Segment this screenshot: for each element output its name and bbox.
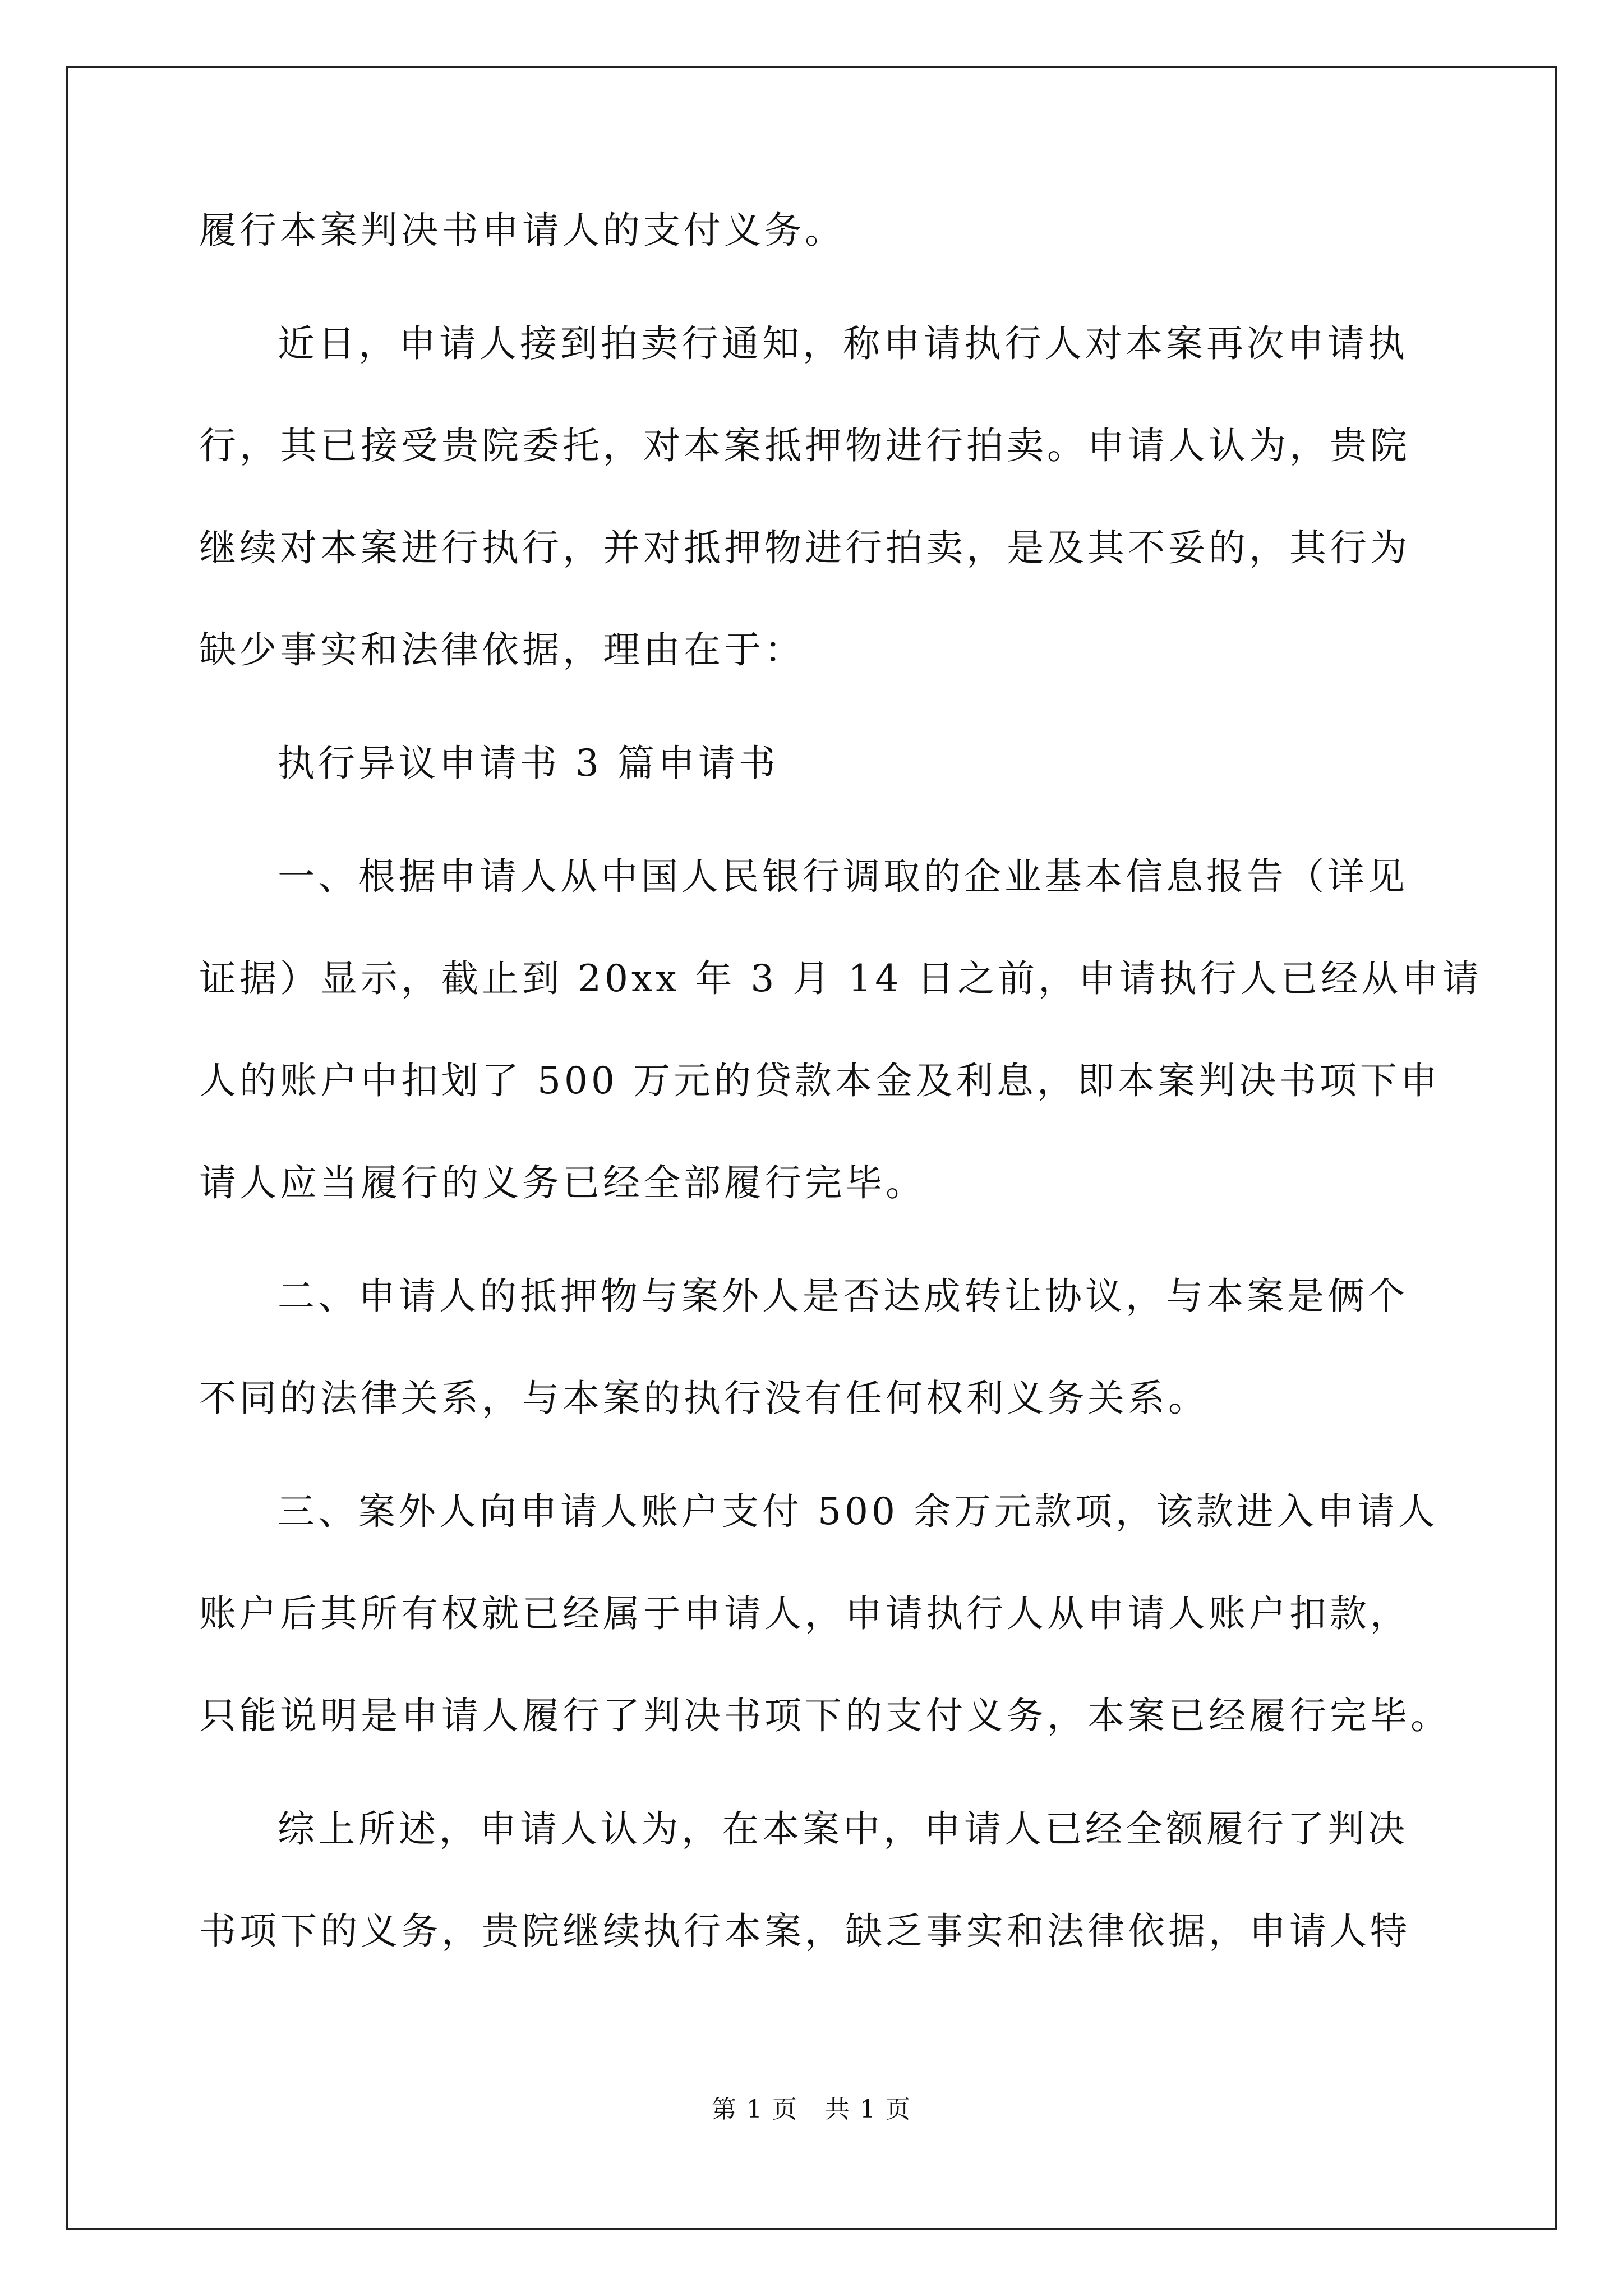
text-line: 一、根据申请人从中国人民银行调取的企业基本信息报告（详见 — [278, 855, 1408, 898]
paragraph — [199, 1803, 1433, 1957]
page-footer — [0, 2093, 1623, 2127]
paragraph — [199, 1486, 1451, 1742]
text-line: 履行本案判决书申请人的支付义务。 — [199, 209, 845, 252]
text-line: 人的账户中扣划了 500 万元的贷款本金及利息，即本案判决书项下申 — [199, 1059, 1441, 1102]
paragraph — [199, 851, 1483, 1209]
text-line: 行，其已接受贵院委托，对本案抵押物进行拍卖。申请人认为，贵院 — [199, 424, 1410, 467]
paragraph — [199, 738, 1433, 789]
text-line: 缺少事实和法律依据，理由在于： — [199, 628, 805, 671]
text-line: 执行异议申请书 3 篇申请书 — [278, 742, 779, 785]
text-line: 三、案外人向申请人账户支付 500 余万元款项，该款进入申请人 — [278, 1490, 1438, 1533]
paragraph — [199, 318, 1433, 676]
paragraph — [199, 1271, 1433, 1424]
text-line: 综上所述，申请人认为，在本案中，申请人已经全额履行了判决 — [278, 1807, 1408, 1851]
text-line: 证据）显示，截止到 20xx 年 3 月 14 日之前，申请执行人已经从申请 — [199, 957, 1483, 1000]
page-number: 第 1 页 — [712, 2095, 798, 2124]
text-line: 书项下的义务，贵院继续执行本案，缺乏事实和法律依据，申请人特 — [199, 1910, 1410, 1953]
page-total: 共 1 页 — [825, 2095, 911, 2124]
text-line: 近日，申请人接到拍卖行通知，称申请执行人对本案再次申请执 — [278, 322, 1408, 365]
text-line: 请人应当履行的义务已经全部履行完毕。 — [199, 1161, 926, 1204]
text-line: 账户后其所有权就已经属于申请人，申请执行人从申请人账户扣款， — [199, 1592, 1410, 1635]
text-line: 继续对本案进行执行，并对抵押物进行拍卖，是及其不妥的，其行为 — [199, 526, 1410, 569]
text-line: 二、申请人的抵押物与案外人是否达成转让协议，与本案是俩个 — [278, 1274, 1408, 1318]
paragraph — [199, 205, 1433, 256]
document-body — [199, 205, 1483, 2019]
text-line: 不同的法律关系，与本案的执行没有任何权利义务关系。 — [199, 1377, 1209, 1420]
text-line: 只能说明是申请人履行了判决书项下的支付义务，本案已经履行完毕。 — [199, 1694, 1451, 1737]
